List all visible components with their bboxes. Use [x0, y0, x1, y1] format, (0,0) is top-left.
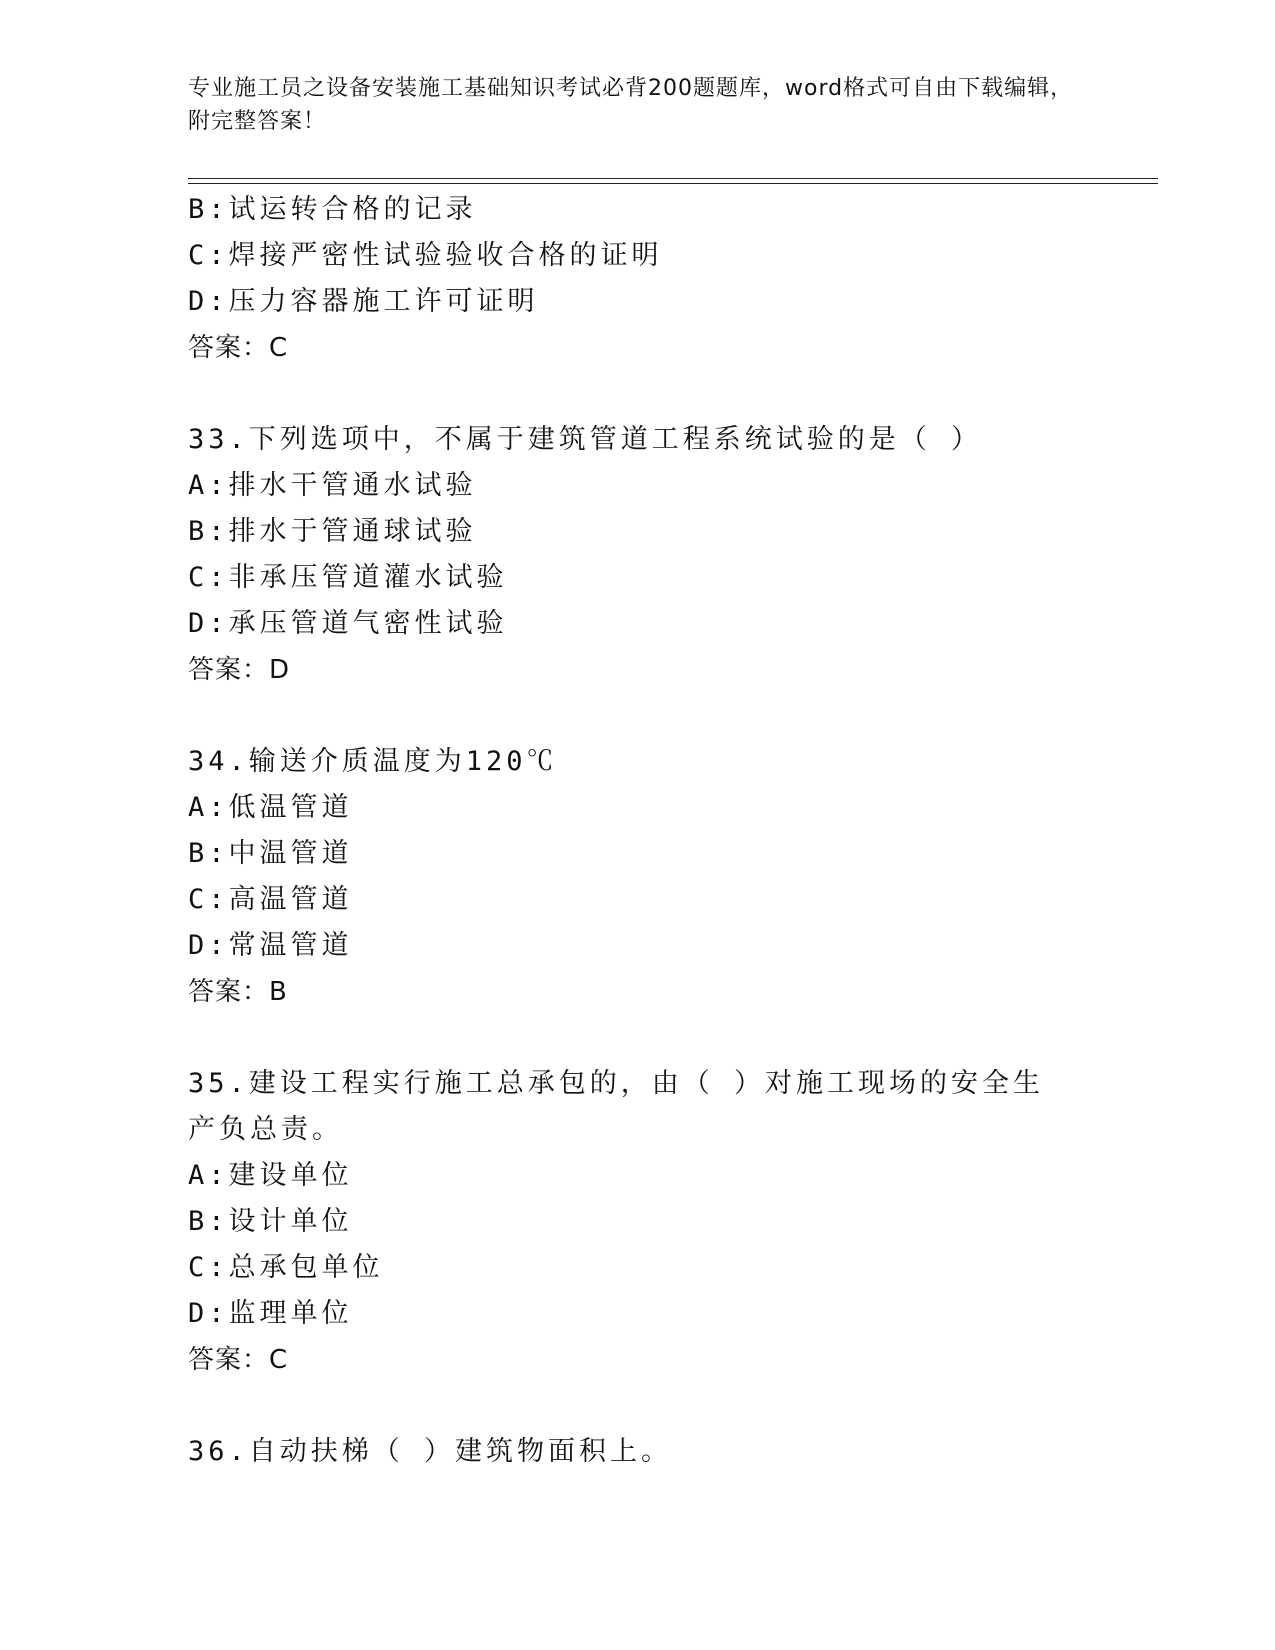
option-b: B:中温管道 [188, 838, 353, 869]
question-block-33 [188, 417, 1088, 693]
question-stem: 35.建设工程实行施工总承包的，由（ ）对施工现场的安全生产负总责。 [188, 1068, 1045, 1145]
question-block-32-continued [188, 187, 1088, 371]
document-header [188, 72, 1088, 138]
option-b: B:设计单位 [188, 1206, 353, 1237]
spacer [188, 1015, 1088, 1061]
question-block-36 [188, 1429, 1088, 1475]
question-stem: 33.下列选项中，不属于建筑管道工程系统试验的是（ ） [188, 424, 983, 455]
option-d: D:承压管道气密性试验 [188, 608, 508, 639]
spacer [188, 371, 1088, 417]
option-a: A:建设单位 [188, 1160, 353, 1191]
option-d: D:常温管道 [188, 930, 353, 961]
spacer [188, 693, 1088, 739]
answer-label: 答案：B [188, 977, 288, 1007]
document-title: 专业施工员之设备安装施工基础知识考试必背200题题库，word格式可自由下载编辑，附完整答案！ [188, 76, 1074, 134]
option-d: D:压力容器施工许可证明 [188, 286, 539, 317]
question-block-35 [188, 1061, 1088, 1383]
option-c: C:总承包单位 [188, 1252, 384, 1283]
option-a: A:低温管道 [188, 792, 353, 823]
question-stem: 34.输送介质温度为120℃ [188, 746, 558, 777]
question-stem: 36.自动扶梯（ ）建筑物面积上。 [188, 1436, 673, 1467]
option-b: B:排水于管通球试验 [188, 516, 477, 547]
answer-label: 答案：D [188, 655, 291, 685]
option-c: C:高温管道 [188, 884, 353, 915]
option-b: B:试运转合格的记录 [188, 194, 477, 225]
option-c: C:焊接严密性试验验收合格的证明 [188, 240, 663, 271]
option-c: C:非承压管道灌水试验 [188, 562, 508, 593]
option-a: A:排水干管通水试验 [188, 470, 477, 501]
question-block-34 [188, 739, 1088, 1015]
answer-label: 答案：C [188, 333, 289, 363]
option-d: D:监理单位 [188, 1298, 353, 1329]
header-divider [188, 178, 1158, 184]
spacer [188, 1383, 1088, 1429]
answer-label: 答案：C [188, 1345, 289, 1375]
question-list [188, 187, 1088, 1475]
